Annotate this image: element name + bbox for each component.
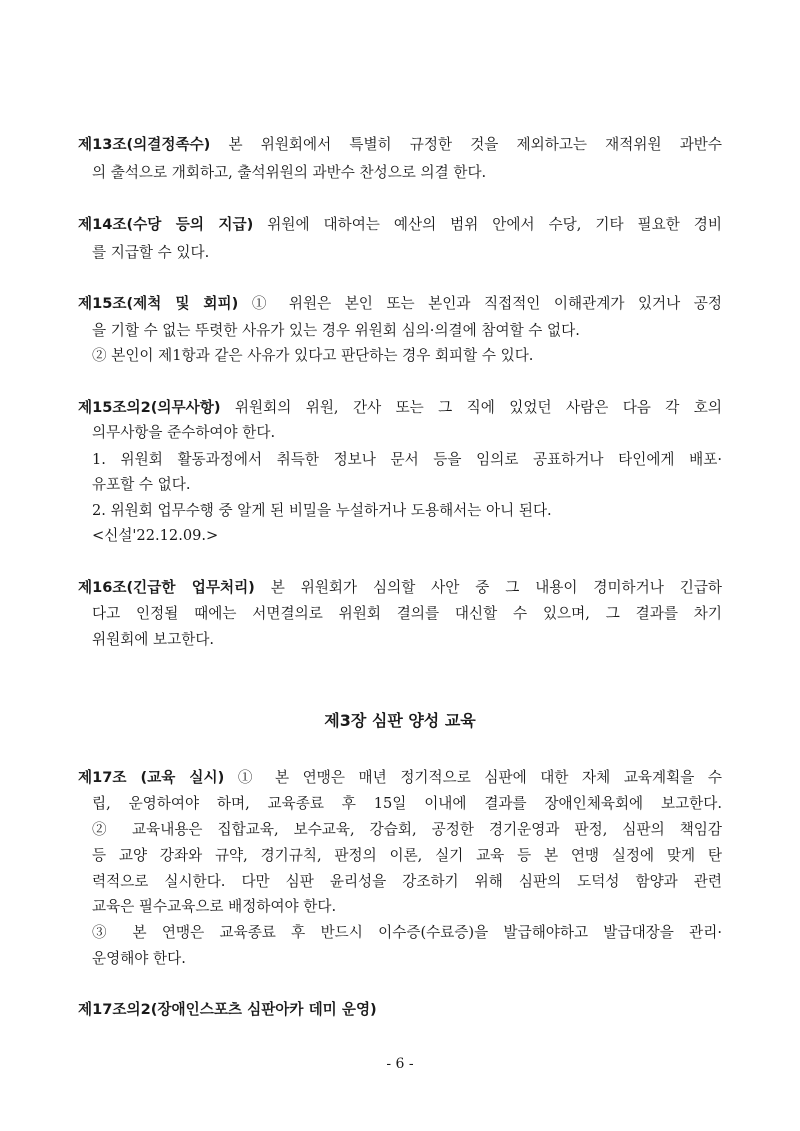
article-13-heading: 제13조(의결정족수): [78, 136, 211, 153]
article-15-2-heading: 제15조의2(의무사항): [78, 399, 221, 416]
article-14-line-2: 를 지급할 수 있다.: [92, 244, 210, 261]
page-number: - 6 -: [386, 1056, 414, 1072]
article-15-2-line-1: 제15조의2(의무사항) 위원회의 위원, 간사 또는 그 직에 있었던 사람은 다음 각 호의: [78, 399, 723, 416]
article-15-line-1: 제15조(제척 및 회피) ① 위원은 본인 또는 본인과 직접적인 이해관계가 있거나 공정: [78, 295, 722, 312]
article-17-line-1: 제17조 (교육 실시) ① 본 연맹은 매년 정기적으로 심판에 대한 자체 교육계획을 수: [78, 769, 722, 786]
article-16-line-3: 위원회에 보고한다.: [92, 631, 215, 648]
article-16-line-2: 다고 인정될 때에는 서면결의로 위원회 결의를 대신할 수 있으며, 그 결과를 차기: [92, 605, 722, 622]
amendment-note: <신설'22.12.09.>: [92, 527, 219, 544]
article-14-heading: 제14조(수당 등의 지급): [78, 216, 254, 233]
article-17-2-heading: 제17조의2(장애인스포츠 심판아카 데미 운영): [78, 1001, 377, 1018]
article-15-2-line-2: 의무사항을 준수하여야 한다.: [92, 424, 276, 441]
article-15-line-3: ② 본인이 제1항과 같은 사유가 있다고 판단하는 경우 회피할 수 있다.: [92, 347, 534, 364]
article-17-line-5: 력적으로 실시한다. 다만 심판 윤리성을 강조하기 위해 심판의 도덕성 함양과 관련: [92, 873, 722, 890]
article-17-line-7: ③ 본 연맹은 교육종료 후 반드시 이수증(수료증)을 발급해야하고 발급대장을 관리·: [92, 924, 722, 941]
article-16-heading: 제16조(긴급한 업무처리): [78, 579, 255, 596]
article-17-line-6: 교육은 필수교육으로 배정하여야 한다.: [92, 898, 337, 915]
chapter-3-heading: 제3장 심판 양성 교육: [324, 711, 476, 730]
article-14-line-1: 제14조(수당 등의 지급) 위원에 대하여는 예산의 범위 안에서 수당, 기타 필요한 경비: [78, 216, 723, 233]
article-15-line-2: 을 기할 수 없는 뚜렷한 사유가 있는 경우 위원회 심의·의결에 참여할 수 없다.: [92, 322, 580, 339]
article-17-line-4: 등 교양 강좌와 규약, 경기규칙, 판정의 이론, 실기 교육 등 본 연맹 실정에 맞게 탄: [92, 847, 722, 864]
article-17-line-3: ② 교육내용은 집합교육, 보수교육, 강습회, 공정한 경기운영과 판정, 심판의 책임감: [92, 821, 722, 838]
article-17-line-2: 립, 운영하여야 하며, 교육종료 후 15일 이내에 결과를 장애인체육회에 보고한다.: [92, 795, 722, 812]
article-17-line-8: 운영해야 한다.: [92, 950, 186, 967]
article-15-2-line-3: 1. 위원회 활동과정에서 취득한 정보나 문서 등을 임의로 공표하거나 타인에게 배포·: [92, 451, 722, 468]
article-13-line-2: 의 출석으로 개회하고, 출석위원의 과반수 찬성으로 의결 한다.: [92, 164, 487, 181]
article-15-2-line-5: 2. 위원회 업무수행 중 알게 된 비밀을 누설하거나 도용해서는 아니 된다.: [92, 502, 552, 519]
article-16-line-1: 제16조(긴급한 업무처리) 본 위원회가 심의할 사안 중 그 내용이 경미하거나 긴급하: [78, 579, 723, 596]
article-15-2-line-4: 유포할 수 없다.: [92, 476, 191, 493]
article-13-line-1: 제13조(의결정족수) 본 위원회에서 특별히 규정한 것을 제외하고는 재적위원 과반수: [78, 136, 722, 153]
article-15-heading: 제15조(제척 및 회피): [78, 295, 239, 312]
article-17-heading: 제17조 (교육 실시): [78, 769, 225, 786]
article-17-2-line-1: [78, 1000, 722, 1020]
